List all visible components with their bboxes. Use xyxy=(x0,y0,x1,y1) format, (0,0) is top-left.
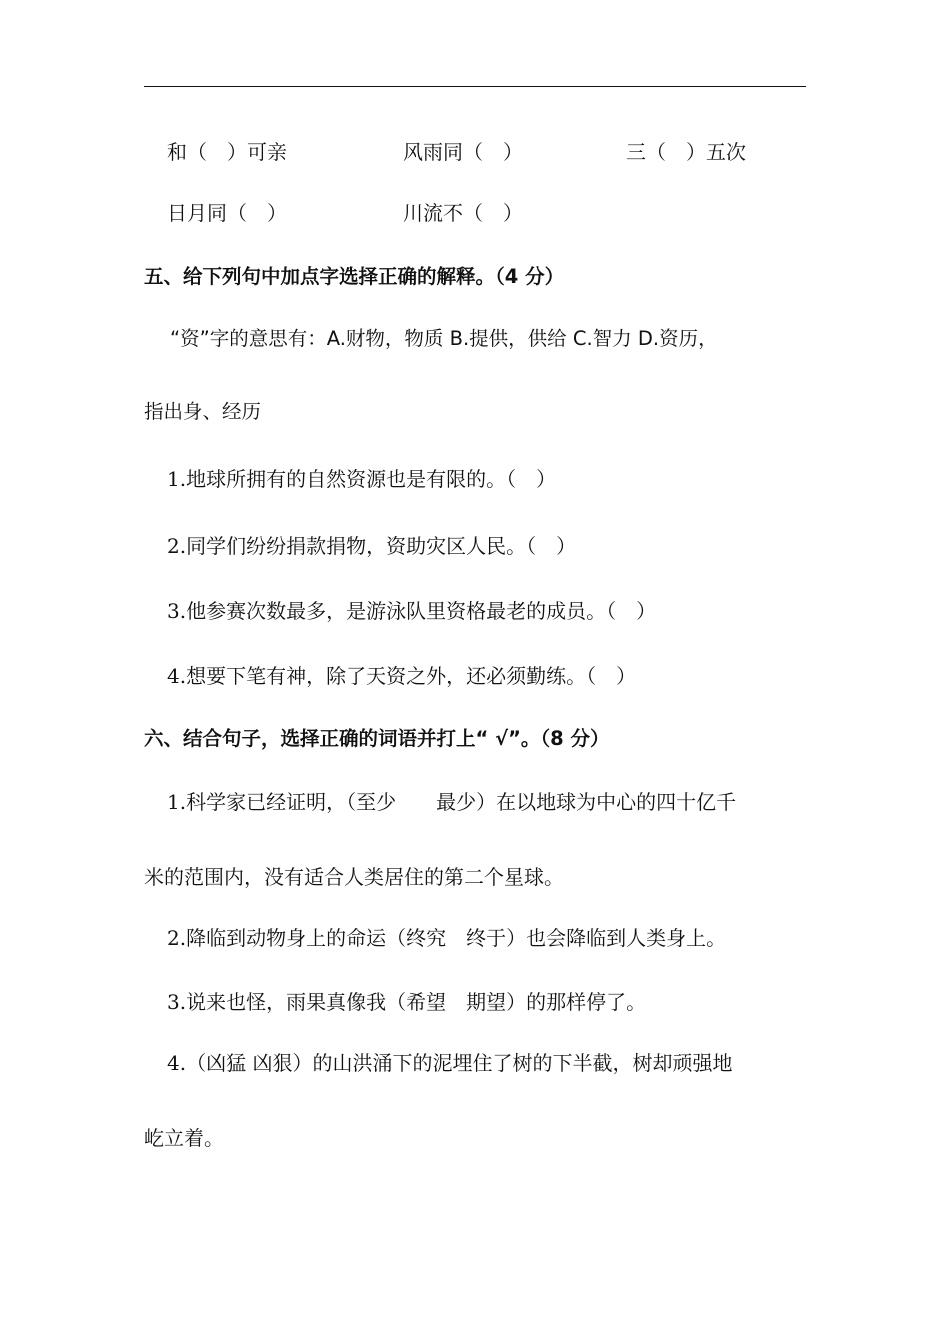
idiom-blank-5: 川流不（ ） xyxy=(403,201,523,225)
question-item-continued: 米的范围内，没有适合人类居住的第二个星球。 xyxy=(144,865,564,889)
question-item: 3.他参赛次数最多，是游泳队里资格最老的成员。（ ） xyxy=(167,599,657,623)
definitions-text: “资”字的意思有：A.财物，物质 B.提供，供给 C.智力 D.资历， xyxy=(170,327,718,350)
question-item: 4.（凶猛 凶狠）的山洪涌下的泥埋住了树的下半截，树却顽强地 xyxy=(167,1051,733,1075)
question-item: 4.想要下笔有神，除了天资之外，还必须勤练。（ ） xyxy=(167,664,637,688)
section-6-heading: 六、结合句子，选择正确的词语并打上“ √”。（8 分） xyxy=(144,727,610,750)
section-5-heading: 五、给下列句中加点字选择正确的解释。（4 分） xyxy=(144,265,565,288)
definitions-text-continued: 指出身、经历 xyxy=(144,400,262,423)
header-rule xyxy=(144,86,806,87)
idiom-blank-4: 日月同（ ） xyxy=(167,201,287,225)
question-item-continued: 屹立着。 xyxy=(144,1126,224,1150)
question-item: 1.地球所拥有的自然资源也是有限的。（ ） xyxy=(167,467,557,491)
idiom-blank-1: 和（ ）可亲 xyxy=(167,140,287,164)
question-item: 3.说来也怪，雨果真像我（希望 期望）的那样停了。 xyxy=(167,990,647,1014)
question-item: 2.降临到动物身上的命运（终究 终于）也会降临到人类身上。 xyxy=(167,926,727,950)
idiom-blank-2: 风雨同（ ） xyxy=(403,140,523,164)
question-item: 1.科学家已经证明，（至少 最少）在以地球为中心的四十亿千 xyxy=(167,790,737,814)
idiom-blank-3: 三（ ）五次 xyxy=(626,140,746,164)
question-item: 2.同学们纷纷捐款捐物，资助灾区人民。（ ） xyxy=(167,534,577,558)
